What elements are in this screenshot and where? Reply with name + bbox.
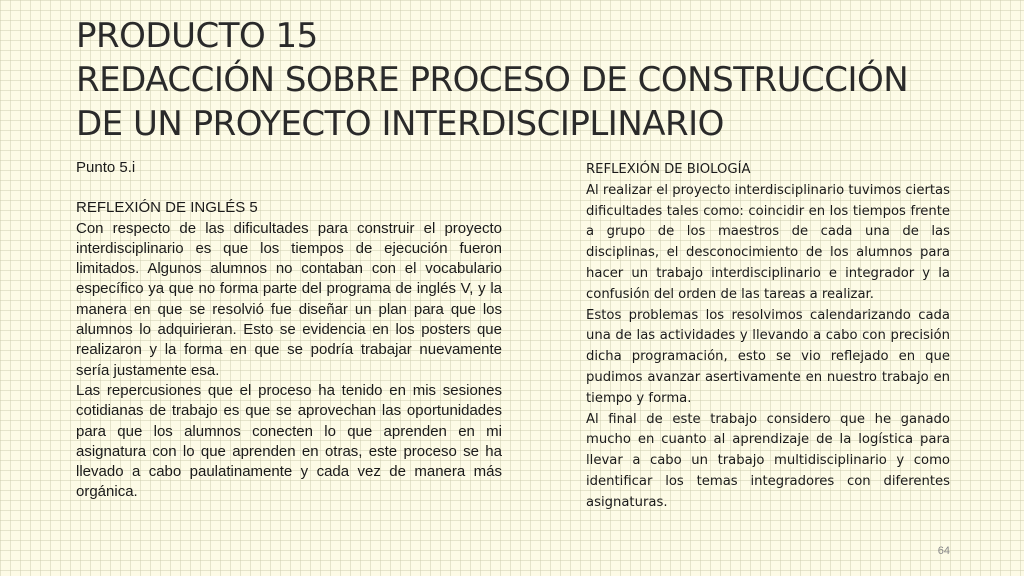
biology-paragraph-1: Al realizar el proyecto interdisciplinario tuvimos ciertas dificultades tales como: coincidir en los tiempos frente a grupo de los maestros de cada una de las disciplinas, el desconocimiento de los alumnos para hacer un trabajo interdisciplinario e integrador y la confusión del orden de las tareas a realizar. [586, 182, 950, 302]
right-column [586, 160, 950, 514]
page-number: 64 [937, 545, 950, 557]
english-reflection-heading: REFLEXIÓN DE INGLÉS 5 [76, 199, 258, 217]
title-line-3: DE UN PROYECTO INTERDISCIPLINARIO [76, 104, 724, 144]
english-paragraph-2: Las repercusiones que el proceso ha tenido en mis sesiones cotidianas de trabajo es que se aprovechan las oportunidades para que los alumnos conecten lo que aprenden en mi asignatura con lo que aprenden en otras, este proceso se ha llevado a cabo paulatinamente y cada vez de manera más orgánica. [76, 381, 502, 501]
biology-paragraph-3: Al final de este trabajo considero que he ganado mucho en cuanto al aprendizaje de la logística para llevar a cabo un trabajo multidisciplinario y como identificar los temas integradores con diferentes asignaturas. [586, 411, 950, 510]
slide-title [76, 14, 976, 146]
spacer [76, 178, 502, 198]
left-column [76, 158, 502, 503]
point-label: Punto 5.i [76, 159, 136, 176]
english-paragraph-1: Con respecto de las dificultades para construir el proyecto interdisciplinario es que los tiempos de ejecución fueron limitados. Algunos alumnos no contaban con el vocabulario específico ya que no forma parte del programa de inglés V, y la manera en que se resolvió fue diseñar un plan para que los alumnos lo adquirieran. Esto se evidencia en los posters que realizaron y la forma en que se podría trabajar nuevamente sería justamente esa. [76, 219, 502, 379]
title-line-1: PRODUCTO 15 [76, 16, 318, 56]
biology-paragraph-2: Estos problemas los resolvimos calendarizando cada una de las actividades y llevando a cabo con precisión dicha programación, esto se vio reflejado en que pudimos avanzar asertivamente en nuestro trabajo en tiempo y forma. [586, 307, 950, 406]
biology-reflection-heading: REFLEXIÓN DE BIOLOGÍA [586, 162, 751, 177]
title-line-2: REDACCIÓN SOBRE PROCESO DE CONSTRUCCIÓN [76, 60, 909, 100]
